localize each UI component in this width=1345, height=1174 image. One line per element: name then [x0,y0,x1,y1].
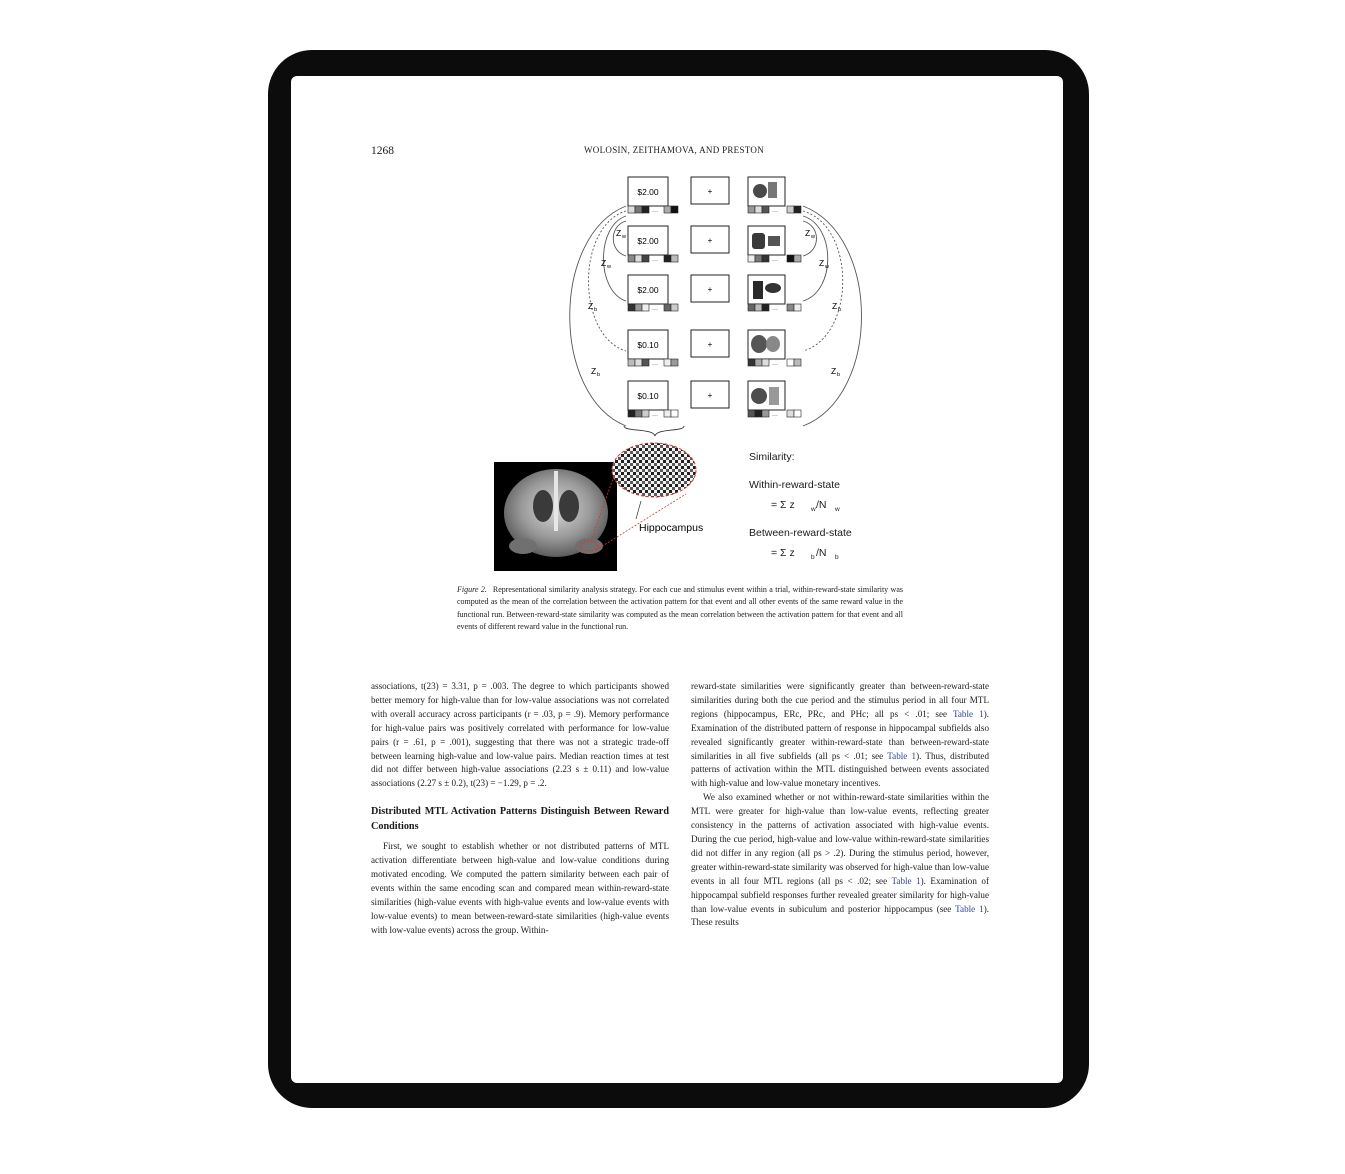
hippocampus-label: Hippocampus [639,522,704,534]
svg-text:···: ··· [652,362,658,368]
cue-row-1 [628,177,678,215]
zw-subscript: w [607,264,611,270]
cue-pattern-bar [628,206,678,215]
stimulus-row-4 [748,330,801,368]
zw-subscript: w [825,264,829,270]
cue-brace [624,426,684,436]
cue-row-5 [628,381,678,419]
hippocampus-voxel-pattern [612,443,696,497]
text-run: ). These results [691,903,989,928]
stimulus-boxes [748,177,801,419]
zw-subscript: w [622,234,626,240]
section-heading: Distributed MTL Activation Patterns Distinguish Between Reward Conditions [371,806,669,833]
fixation-cross: + [707,285,713,294]
cue-pattern-bar [628,410,678,419]
cue-label: $2.00 [637,187,659,197]
fixation-cross: + [707,391,713,400]
fixation-cross: + [707,236,713,245]
text-run: reward-state similarities were significantly greater than between-reward-state similarities during both the cue period and the stimulus period in all four MTL regions (hippocampus, ERc, PRc, and PHc; all ps < .01; see [691,681,989,719]
zb-label: Z [831,366,837,376]
zb-label: Z [588,301,594,311]
zw-subscript: w [811,234,815,240]
within-mid: /N [816,499,827,511]
cue-label: $0.10 [637,391,659,401]
cue-row-3 [628,275,678,313]
cue-pattern-bar [628,255,678,264]
stimulus-row-1 [748,177,801,215]
svg-text:···: ··· [652,209,658,215]
between-label: Between-reward-state [749,527,852,539]
running-head: WOLOSIN, ZEITHAMOVA, AND PRESTON [584,145,765,155]
zw-label: Z [819,258,825,268]
page-number: 1268 [371,145,394,157]
document-page[interactable] [291,76,1063,1083]
within-label: Within-reward-state [749,479,841,491]
text-run: ). Thus, distributed patterns of activation within the MTL distinguished between events associated with high-value and low-value monetary incentives. [691,750,989,789]
svg-text:···: ··· [772,209,778,215]
table-1-link[interactable]: Table 1 [887,750,917,761]
between-formula: = Σ z [771,547,795,559]
svg-text:···: ··· [652,307,658,313]
within-formula: = Σ z [771,499,795,511]
cue-label: $2.00 [637,236,659,246]
paragraph [691,791,989,930]
similarity-title: Similarity: [749,451,795,463]
fixation-cross: + [707,187,713,196]
figure-caption-text: Representational similarity analysis strategy. For each cue and stimulus event within a trial, within-reward-state similarity was computed as the mean of the correlation between the activation pattern for that event and all other events of the same reward value in the functional run. Between-reward-state similarity was computed as the mean correlation between the activation pattern for that event and all events of different reward value in the functional run. [457,585,903,632]
cue-label: $2.00 [637,285,659,295]
svg-text:···: ··· [652,258,658,264]
within-sub2: w [835,506,840,513]
paragraph [691,680,989,791]
between-sub2: b [835,554,839,561]
text-run: ). Examination of hippocampal subfield responses further revealed greater similarity for high-value than low-value events in subiculum and posterior hippocampus (see [691,875,989,914]
svg-text:···: ··· [772,258,778,264]
zb-label: Z [832,301,838,311]
svg-text:···: ··· [772,413,778,419]
between-mid: /N [816,547,827,559]
zb-subscript: b [838,307,842,313]
left-similarity-arcs [570,206,626,426]
zb-subscript: b [837,372,841,378]
stimulus-row-3 [748,275,801,313]
cue-row-4 [628,330,678,368]
fixation-cross: + [707,340,713,349]
svg-text:···: ··· [772,362,778,368]
svg-text:···: ··· [772,307,778,313]
stimulus-row-5 [748,381,801,419]
figure-caption [457,584,903,634]
zw-label: Z [616,228,622,238]
left-column [371,680,669,938]
zw-label: Z [601,258,607,268]
brain-slice-image [494,462,617,571]
fixation-boxes [691,177,729,408]
paragraph: First, we sought to establish whether or not distributed patterns of MTL activation differentiate between high-value and low-value conditions during motivated encoding. We computed the pattern similarity between each pair of events within the same encoding scan and compared mean within-reward-state similarities (high-value events with high-value events and low-value events with low-value events) to mean between-reward-state similarities (high-value events with low-value events) across the group. Within- [371,841,669,935]
hippocampus-pointer [636,501,641,519]
figure-caption-label: Figure 2. [457,585,487,594]
table-1-link[interactable]: Table 1 [955,903,984,914]
cue-label: $0.10 [637,340,659,350]
zw-label: Z [805,228,811,238]
text-run: ). Examination of the distributed pattern of response in hippocampal subfields also revealed significantly greater within-reward-state than between-reward-state similarities in all five subfields (all ps < .01; see [691,708,989,761]
table-1-link[interactable]: Table 1 [891,875,921,886]
cue-pattern-bar [628,304,678,313]
cue-pattern-bar [628,359,678,368]
zb-subscript: b [597,372,601,378]
within-sub1: w [811,506,816,513]
cue-row-2 [628,226,678,264]
svg-text:···: ··· [652,413,658,419]
paragraph: associations, t(23) = 3.31, p = .003. The degree to which participants showed better memory for high-value than for low-value associations was not correlated with overall accuracy across participants (r = .03, p = .9). Memory performance for high-value pairs was positively correlated with performance for low-value pairs (r = .61, p = .001), suggesting that there was not a strategic trade-off between learning high-value and low-value pairs. Median reaction times at test did not differ between high-value associations (2.23 s ± 0.11) and low-value associations (2.27 s ± 0.2), t(23) = −1.29, p = .2. [371,681,669,789]
between-sub1: b [811,554,815,561]
table-1-link[interactable]: Table 1 [952,708,984,719]
similarity-legend [749,451,852,561]
right-column [691,680,989,930]
zb-subscript: b [594,307,598,313]
zb-label: Z [591,366,597,376]
figure-2 [291,76,1063,576]
text-run: We also examined whether or not within-reward-state similarities within the MTL were greater for high-value than low-value events, reflecting greater consistency in the patterns of activation associated with high-value events. During the cue period, high-value and low-value within-reward-state similarities did not differ in any region (all ps > .2). During the stimulus period, however, greater within-reward-state similarity was observed for high-value than low-value events in all four MTL regions (all ps < .02; see [691,792,989,886]
stimulus-row-2 [748,226,801,264]
